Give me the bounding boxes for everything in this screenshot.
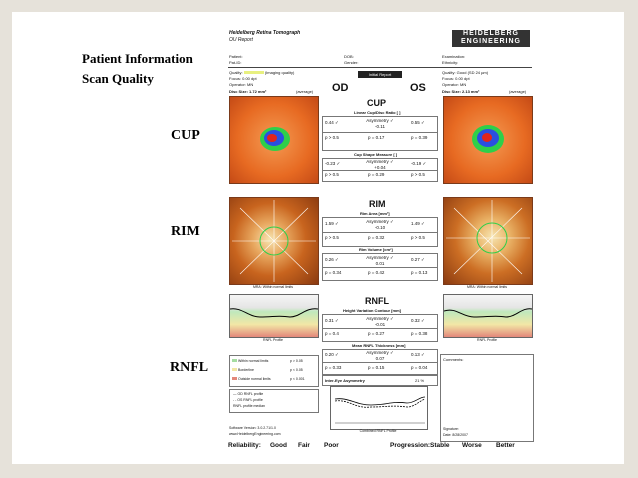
- os-quality: Quality: Good (SD 24 µm): [442, 70, 489, 75]
- legend-p-borderline: p < 0.05: [290, 368, 303, 372]
- label-rnfl: RNFL: [170, 360, 209, 375]
- combined-rnfl-label: Combined RNFL Profile: [359, 429, 397, 433]
- rim-table1: [322, 217, 438, 247]
- rim-t1-os: 1.49 ✓: [411, 221, 425, 226]
- legend-od-profile: — OD RNFL profile: [233, 392, 264, 396]
- rim-t1-od: 1.59 ✓: [325, 221, 339, 226]
- legend-borderline: Borderline: [232, 368, 254, 372]
- rim-title: RIM: [369, 199, 386, 209]
- od-rnfl-profile-label: RNFL Profile: [263, 338, 283, 342]
- rim-t2-p-asym: p = 0.42: [368, 270, 385, 275]
- rim-t1-asym: Asymmetry ✓ -0.10: [366, 219, 394, 230]
- od-operator: Operator: MN: [229, 82, 254, 87]
- rim-t2-asym: Asymmetry ✓ 0.01: [366, 255, 394, 266]
- os-disc-size: Disc Size: 2.13 mm²: [442, 89, 480, 94]
- rnfl-t2-asym: Asymmetry ✓ 0.07: [366, 350, 394, 361]
- rnfl-t2-p-os: p = 0.04: [411, 365, 428, 370]
- rim-t2-p-od: p = 0.34: [325, 270, 342, 275]
- cup-t1-p-asym: p = 0.17: [368, 135, 385, 140]
- legend-within: Within normal limits: [232, 359, 268, 363]
- legend-os-profile: - - OS RNFL profile: [233, 398, 263, 402]
- od-cup-image: [229, 96, 319, 184]
- divider: [228, 67, 532, 68]
- cup-t1-asym: Asymmetry ✓ -0.11: [366, 118, 394, 129]
- cup-t2-p-od: p > 0.5: [325, 172, 339, 177]
- initial-report-badge: Initial Report: [358, 71, 402, 78]
- cup-t1-p-od: p > 0.5: [325, 135, 339, 140]
- legend-median: RNFL profile median: [233, 404, 265, 408]
- report-title: Heidelberg Retina Tomograph: [229, 30, 301, 36]
- od-disc-size: Disc Size: 1.72 mm²: [229, 89, 267, 94]
- cup-t2-p-asym: p = 0.29: [368, 172, 385, 177]
- website: www.HeidelbergEngineering.com: [229, 432, 281, 436]
- field-patient: Patient:: [229, 54, 243, 59]
- cup-t2-asym: Asymmetry ✓ +0.04: [366, 159, 394, 170]
- rim-table1-title: Rim Area [mm²]: [360, 211, 390, 216]
- heidelberg-logo: HEIDELBERG ENGINEERING: [452, 30, 530, 47]
- profile-legend: [229, 389, 319, 413]
- rnfl-t2-os: 0.13 ✓: [411, 352, 425, 357]
- cup-t2-od: -0.23 ✓: [325, 161, 341, 166]
- os-operator: Operator: MN: [442, 82, 467, 87]
- cup-table2-title: Cup Shape Measure [ ]: [354, 152, 398, 157]
- os-average: (average): [509, 89, 527, 94]
- legend-p-within: p > 0.05: [290, 359, 303, 363]
- label-patient-information: Patient Information: [82, 51, 193, 66]
- cup-t1-os: 0.55 ✓: [411, 120, 425, 125]
- label-cup: CUP: [171, 128, 200, 143]
- rnfl-t1-p-asym: p = 0.27: [368, 331, 385, 336]
- software-version: Software Version: 3.0.2.71/1.0: [229, 426, 276, 430]
- cup-red: [267, 134, 277, 142]
- od-average: (average): [296, 89, 314, 94]
- rnfl-t1-p-os: p = 0.38: [411, 331, 428, 336]
- rim-t2-od: 0.26 ✓: [325, 257, 339, 262]
- od-rnfl-profile: [229, 294, 319, 338]
- inter-eye-asymmetry: Inter-Eye Asymmetry 21 %: [322, 375, 438, 386]
- os-focus: Focus: 0.00 dpt: [442, 76, 470, 81]
- rnfl-title: RNFL: [365, 296, 389, 306]
- rim-table2: [322, 253, 438, 281]
- field-dob: DOB:: [344, 54, 354, 59]
- label-rim: RIM: [171, 224, 200, 239]
- rnfl-table1: [322, 314, 438, 342]
- rnfl-table1-title: Height Variation Contour [mm]: [343, 308, 401, 313]
- rim-t1-p-od: p > 0.5: [325, 235, 339, 240]
- os-rnfl-profile: [443, 294, 533, 338]
- cup-table1: [322, 116, 438, 151]
- cup-red: [482, 133, 492, 142]
- od-quality: Quality: (Imaging quality): [229, 70, 295, 75]
- os-rnfl-profile-label: RNFL Profile: [477, 338, 497, 342]
- classification-legend: [229, 355, 319, 387]
- rnfl-t2-od: 0.20 ✓: [325, 352, 339, 357]
- field-gender: Gender:: [344, 60, 359, 65]
- os-label: OS: [410, 82, 426, 94]
- cup-t2-os: -0.19 ✓: [411, 161, 427, 166]
- rim-t1-p-asym: p = 0.32: [368, 235, 385, 240]
- rnfl-t1-os: 0.32 ✓: [411, 318, 425, 323]
- quality-bar: [244, 71, 264, 74]
- cup-table2: [322, 158, 438, 182]
- cup-title: CUP: [367, 98, 387, 108]
- rim-t1-p-os: p > 0.5: [411, 235, 425, 240]
- od-mra: MRA: Within normal limits: [252, 285, 294, 289]
- rim-table2-title: Rim Volume [cm³]: [359, 247, 393, 252]
- field-ethnicity: Ethnicity:: [442, 60, 459, 65]
- os-mra: MRA: Within normal limits: [466, 285, 508, 289]
- label-scan-quality: Scan Quality: [82, 71, 154, 86]
- report-subtitle: OU Report: [229, 37, 253, 43]
- field-examination: Examination:: [442, 54, 466, 59]
- rnfl-t1-p-od: p = 0.4: [325, 331, 339, 336]
- rim-t2-os: 0.27 ✓: [411, 257, 425, 262]
- rnfl-t1-asym: Asymmetry ✓ -0.01: [366, 316, 394, 327]
- od-rim-image: [229, 197, 319, 285]
- os-cup-image: [443, 96, 533, 184]
- rnfl-table2-title: Mean RNFL Thickness [mm]: [352, 343, 406, 348]
- rnfl-t2-p-asym: p = 0.15: [368, 365, 385, 370]
- legend-p-outside: p < 0.001: [290, 377, 305, 381]
- cup-t2-p-os: p > 0.5: [411, 172, 425, 177]
- cup-table1-title: Linear Cup/Disc Ratio [ ]: [354, 110, 401, 115]
- os-rim-image: [443, 197, 533, 285]
- rnfl-table2: [322, 349, 438, 375]
- comments-box: Comments: Signature: Date: 8/28/2007: [440, 354, 534, 442]
- rim-t2-p-os: p = 0.13: [411, 270, 428, 275]
- legend-outside: Outside normal limits: [232, 377, 271, 381]
- combined-rnfl-chart: [330, 386, 428, 430]
- cup-t1-p-os: p = 0.39: [411, 135, 428, 140]
- od-focus: Focus: 0.00 dpt: [229, 76, 257, 81]
- field-patid: Pat-ID:: [229, 60, 242, 65]
- cup-t1-od: 0.44 ✓: [325, 120, 339, 125]
- od-label: OD: [332, 82, 349, 94]
- report-page: Heidelberg Retina Tomograph OU Report HEIDELBERG ENGINEERING Patient: Pat-ID: DOB: Gender: Examination: Ethnicity: Quality: (Imaging quality) Focus: 0.00 dpt Operator: MN Quality: Good (SD 24 µm) Focus: 0.00 dpt Operator: MN Initial Report OD OS Disc Size: 1.72 mm² (average) Disc Size: 2.13 mm² (average) CUP Linear Cup/Disc Ratio [ ] 0.44 ✓ Asymmetry ✓ -0.11 0.55 ✓ p > 0.5 p = 0.17 p = 0.39 Cup Shape Measure [ ] -0.23 ✓ Asymmetry ✓ +0.04 -0.19 ✓ p > 0.5 p = 0.29 p > 0.5 MRA: Within normal limits MRA: Within normal limits RIM Rim Area [mm²] 1.59 ✓ Asymmetry ✓ -0.10 1.49 ✓ p > 0.5 p = 0.32 p > 0.5 Rim Volume [cm³] 0.26 ✓ Asymmetry ✓ 0.01 0.27 ✓ p = 0.34 p = 0.42 p = 0.13 RNFL Profile RNFL Profile RNFL Height Variation Contour [mm] 0.31 ✓ Asymmetry ✓ -0.01 0.32 ✓ p = 0.4 p = 0.27 p = 0.38 Mean RNFL Thickness [mm] 0.20 ✓ Asymmetry ✓ 0.07 0.13 ✓ p = 0.33 p = 0.15 p = 0.04 Inter-Eye Asymmetry 21 % Combined RNFL Profile Within normal limits p > 0.05 Borderline p < 0.05 Outside normal limits p < 0.001 — OD RNFL profile - - OS RNFL profile RNFL profile median Software Version: 3.0.2.71/1.0 www.HeidelbergEngineering.com Comments: Signature: Date: 8/28/2007 Reliability: Good Fair Poor Progression: Stable Worse Better: [224, 28, 536, 456]
- rnfl-t1-od: 0.31 ✓: [325, 318, 339, 323]
- rnfl-t2-p-od: p = 0.33: [325, 365, 342, 370]
